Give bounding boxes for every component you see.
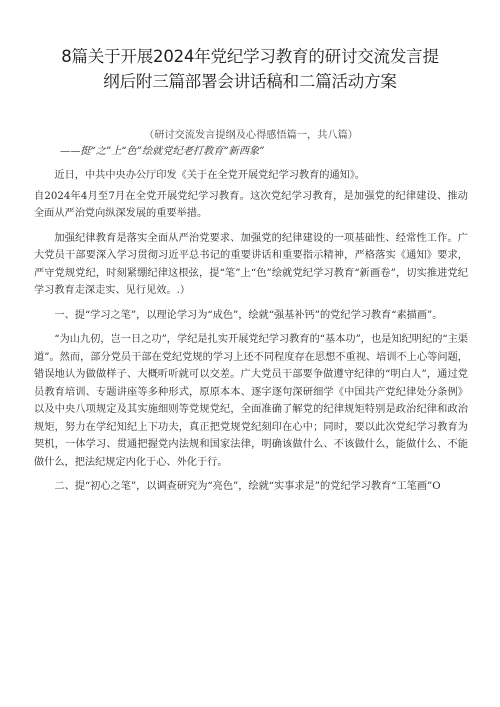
document-subheading: ——挺“之”上“色”绘就党纪老打教育“新西象” bbox=[60, 146, 265, 157]
paragraph: 自2024年4月至7月在全党开展党纪学习教育。这次党纪学习教育，是加强党的纪律建设、推动全面从严治党向纵深发展的重要举措。 bbox=[34, 190, 468, 219]
document-body bbox=[34, 128, 468, 496]
paragraph: “为山九仞，岂一日之功”，学纪是扎实开展党纪学习教育的“基本功”，也是知纪明纪的“主渠道”。然而，部分党员干部在党纪党规的学习上还不同程度存在思想不重视、培训不上心等问题，错误地认为做做样子、大概听听就可以交差。广大党员干部要争做遵守纪律的“明白人”，通过党员教育培训、专题讲座等多种形式，原原本本、逐字逐句深研细学《中国共产党纪律处分条例》以及中央八项规定及其实施细则等党规党纪，全面准确了解党的纪律规矩特别是政治纪律和政治规矩，努力在学纪知纪上下功夫，真正把党规党纪刻印在心中；同时，要以此次党纪学习教育为契机，一体学习、贯通把握党内法规和国家法律，明确该做什么、不该做什么，能做什么、不能做什么，把法纪规定内化于心、外化于行。 bbox=[34, 334, 468, 468]
paragraph: 加强纪律教育是落实全面从严治党要求、加强党的纪律建设的一项基础性、经常性工作。广大党员干部要深入学习贯彻习近平总书记的重要讲话和重要指示精神，严格落实《通知》要求，严守党规党纪，时刻紧绷纪律这根弦，提“笔”上“色”绘就党纪学习教育“新画卷”，切实推进党纪学习教育走深走实、见行见效。.） bbox=[34, 232, 468, 296]
section-heading: 一、提“学习之笔”，以理论学习为“成色”，绘就“强基补钙”的党纪学习教育“素描画”。 bbox=[54, 309, 443, 321]
paragraph: 近日，中共中央办公厅印发《关于在全党开展党纪学习教育的通知》。 bbox=[54, 170, 366, 181]
title-line-1: 8篇关于开展2024年党纪学习教育的研讨交流发言提 bbox=[61, 47, 439, 66]
title-line-2: 纲后附三篇部署会讲话稿和二篇活动方案 bbox=[103, 72, 397, 91]
document-title bbox=[40, 44, 460, 94]
section-heading: 二、提“初心之笔”，以调查研究为“亮色”，绘就“实事求是”的党纪学习教育“工笔画”O bbox=[54, 481, 441, 492]
document-subtitle: （研讨交流发言提纲及心得感悟篇一，共八篇） bbox=[144, 130, 358, 141]
